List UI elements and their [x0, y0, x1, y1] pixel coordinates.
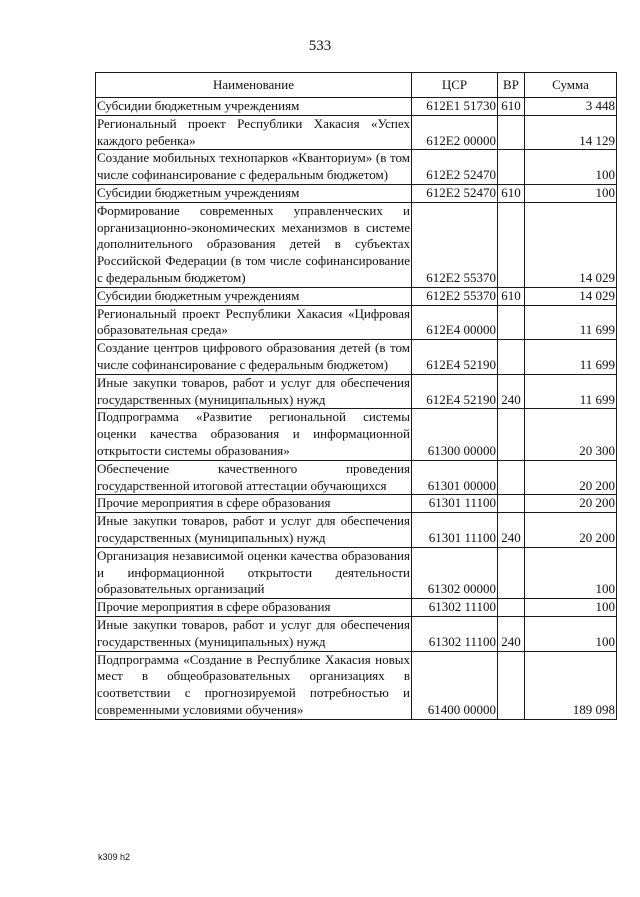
row-sum: 14 129: [525, 115, 617, 150]
row-vr: [498, 599, 525, 617]
table-row: [96, 374, 617, 409]
row-vr: 610: [498, 98, 525, 116]
row-csr: 61301 00000: [412, 460, 498, 495]
row-csr: 612E2 52470: [412, 184, 498, 202]
table-row: [96, 202, 617, 287]
table-row: [96, 184, 617, 202]
row-csr: 612E1 51730: [412, 98, 498, 116]
row-vr: [498, 202, 525, 287]
row-csr: 61302 00000: [412, 547, 498, 598]
table-row: [96, 599, 617, 617]
table-header-row: [96, 73, 617, 98]
row-sum: 11 699: [525, 305, 617, 340]
table-row: [96, 513, 617, 548]
row-csr: 612E4 00000: [412, 305, 498, 340]
row-sum: 14 029: [525, 202, 617, 287]
row-vr: [498, 651, 525, 719]
row-name: Субсидии бюджетным учреждениям: [96, 287, 412, 305]
row-sum: 100: [525, 184, 617, 202]
row-csr: 61300 00000: [412, 409, 498, 460]
row-name: Обеспечение качественного проведения государственной итоговой аттестации обучающихся: [96, 460, 412, 495]
row-vr: [498, 115, 525, 150]
row-csr: 61301 11100: [412, 513, 498, 548]
row-name: Подпрограмма «Развитие региональной системы оценки качества образования и информационной открытости системы образования»: [96, 409, 412, 460]
row-vr: [498, 547, 525, 598]
row-vr: [498, 495, 525, 513]
row-sum: 100: [525, 150, 617, 185]
table-row: [96, 305, 617, 340]
row-sum: 20 200: [525, 495, 617, 513]
table-row: [96, 115, 617, 150]
row-name: Региональный проект Республики Хакасия «Успех каждого ребенка»: [96, 115, 412, 150]
row-csr: 612E2 55370: [412, 202, 498, 287]
table-row: [96, 98, 617, 116]
row-vr: 240: [498, 374, 525, 409]
row-name: Иные закупки товаров, работ и услуг для обеспечения государственных (муниципальных) нужд: [96, 513, 412, 548]
row-vr: [498, 150, 525, 185]
row-sum: 3 448: [525, 98, 617, 116]
row-csr: 612E2 00000: [412, 115, 498, 150]
header-vr: ВР: [498, 73, 525, 98]
row-csr: 612E2 55370: [412, 287, 498, 305]
row-sum: 11 699: [525, 374, 617, 409]
row-name: Формирование современных управленческих и организационно-экономических механизмов в системе дополнительного образования детей в субъектах Российской Федерации (в том числе софинансирование с федеральным бюджетом): [96, 202, 412, 287]
header-csr: ЦСР: [412, 73, 498, 98]
row-name: Прочие мероприятия в сфере образования: [96, 599, 412, 617]
table-row: [96, 651, 617, 719]
table-row: [96, 616, 617, 651]
row-sum: 100: [525, 547, 617, 598]
row-csr: 612E2 52470: [412, 150, 498, 185]
row-csr: 612E4 52190: [412, 374, 498, 409]
row-name: Организация независимой оценки качества образования и информационной открытости деятельности образовательных организаций: [96, 547, 412, 598]
row-csr: 612E4 52190: [412, 340, 498, 375]
row-csr: 61302 11100: [412, 599, 498, 617]
footer-code: k309 h2: [98, 852, 131, 862]
row-vr: [498, 305, 525, 340]
row-name: Региональный проект Республики Хакасия «Цифровая образовательная среда»: [96, 305, 412, 340]
row-csr: 61302 11100: [412, 616, 498, 651]
header-sum: Сумма: [525, 73, 617, 98]
row-csr: 61400 00000: [412, 651, 498, 719]
row-name: Иные закупки товаров, работ и услуг для обеспечения государственных (муниципальных) нужд: [96, 374, 412, 409]
row-sum: 20 300: [525, 409, 617, 460]
row-vr: 240: [498, 616, 525, 651]
table-row: [96, 287, 617, 305]
row-sum: 100: [525, 616, 617, 651]
row-sum: 20 200: [525, 513, 617, 548]
budget-table: [95, 72, 617, 720]
table-row: [96, 340, 617, 375]
row-vr: 610: [498, 184, 525, 202]
row-name: Прочие мероприятия в сфере образования: [96, 495, 412, 513]
row-name: Субсидии бюджетным учреждениям: [96, 98, 412, 116]
row-vr: [498, 340, 525, 375]
row-sum: 100: [525, 599, 617, 617]
row-name: Создание мобильных технопарков «Кванториум» (в том числе софинансирование с федеральным бюджетом): [96, 150, 412, 185]
row-sum: 14 029: [525, 287, 617, 305]
table-row: [96, 547, 617, 598]
row-csr: 61301 11100: [412, 495, 498, 513]
row-sum: 11 699: [525, 340, 617, 375]
row-vr: 610: [498, 287, 525, 305]
row-name: Иные закупки товаров, работ и услуг для обеспечения государственных (муниципальных) нужд: [96, 616, 412, 651]
row-vr: [498, 460, 525, 495]
row-sum: 189 098: [525, 651, 617, 719]
table-row: [96, 409, 617, 460]
row-name: Подпрограмма «Создание в Республике Хакасия новых мест в общеобразовательных организациях в соответствии с прогнозируемой потребностью и современными условиями обучения»: [96, 651, 412, 719]
row-name: Субсидии бюджетным учреждениям: [96, 184, 412, 202]
row-vr: 240: [498, 513, 525, 548]
row-vr: [498, 409, 525, 460]
page-number: 533: [308, 38, 332, 54]
header-name: Наименование: [96, 73, 412, 98]
row-name: Создание центров цифрового образования детей (в том числе софинансирование с федеральным бюджетом): [96, 340, 412, 375]
row-sum: 20 200: [525, 460, 617, 495]
table-row: [96, 495, 617, 513]
table-row: [96, 460, 617, 495]
table-row: [96, 150, 617, 185]
